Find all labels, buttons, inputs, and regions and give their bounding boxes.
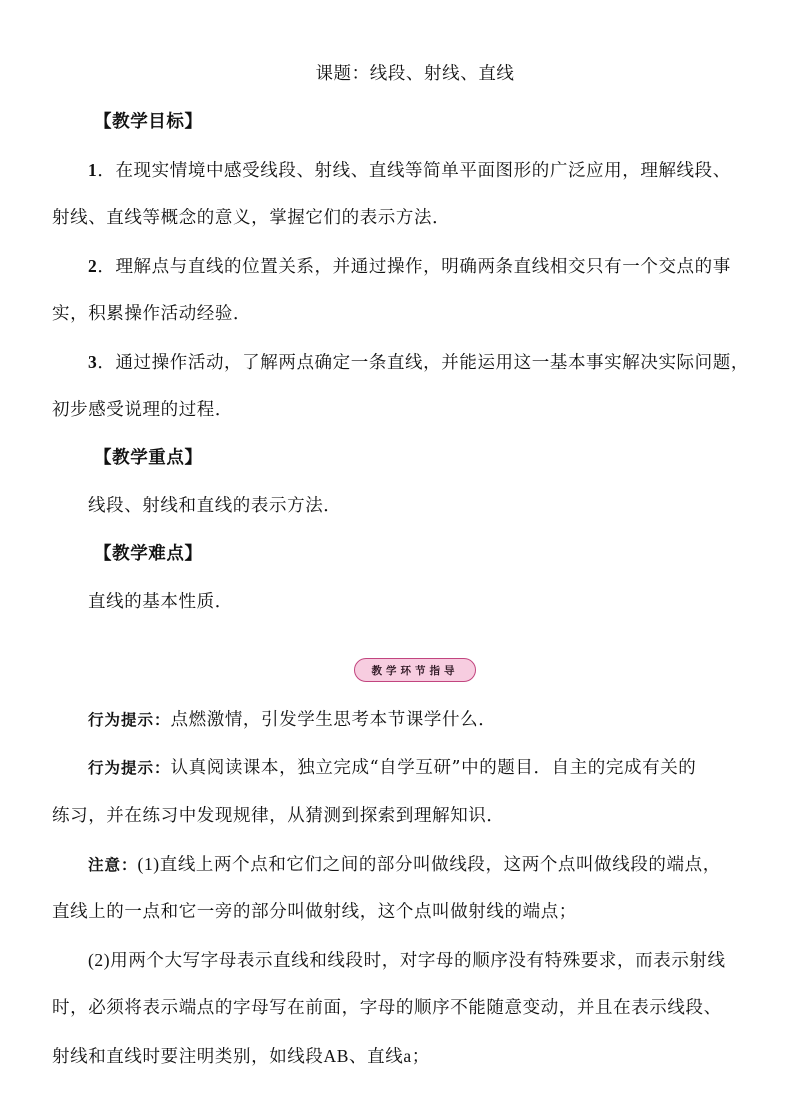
behavior-hint-text-1: 点燃激情，引发学生思考本节课学什么． xyxy=(170,710,497,730)
objective-1-line-1 xyxy=(88,158,731,183)
note-1-line-2: 直线上的一点和它一旁的部分叫做射线，这个点叫做射线的端点； xyxy=(52,902,577,922)
guide-paragraph-2-line-2: 练习，并在练习中发现规律，从猜测到探索到理解知识． xyxy=(52,806,505,826)
objective-1-number: 1 xyxy=(88,160,98,180)
behavior-hint-label-2: 行为提示： xyxy=(88,758,171,777)
objective-1-text-1: ．在现实情境中感受线段、射线、直线等简单平面图形的广泛应用，理解线段、 xyxy=(97,161,731,181)
note-2-number: (2) xyxy=(88,950,111,970)
note-2-text-1: 用两个大写字母表示直线和线段时，对字母的顺序没有特殊要求，而表示射线 xyxy=(110,951,726,971)
guide-paragraph-1 xyxy=(88,708,496,732)
note-2-line-2: 时，必须将表示端点的字母写在前面，字母的顺序不能随意变动，并且在表示线段、 xyxy=(52,998,722,1018)
teaching-guide-badge xyxy=(354,658,476,682)
key-points-heading: 【教学重点】 xyxy=(94,448,203,468)
guide-paragraph-2-line-1 xyxy=(88,756,696,780)
behavior-hint-text-2a: 认真阅读课本，独立完成“自学互研”中的题目．自主的完成有关的 xyxy=(170,758,697,778)
note-2-line-a: a xyxy=(403,1046,412,1066)
objective-3-number: 3 xyxy=(88,352,98,372)
key-points-text: 线段、射线和直线的表示方法． xyxy=(88,496,342,516)
note-2-text-3a: 射线和直线时要注明类别，如线段 xyxy=(52,1047,324,1067)
note-1-line-1 xyxy=(88,852,721,877)
objectives-heading: 【教学目标】 xyxy=(94,112,203,132)
objective-2-line-1 xyxy=(88,254,731,279)
note-2-text-3c: ； xyxy=(411,1047,430,1067)
note-2-line-1 xyxy=(88,948,726,973)
difficulties-text: 直线的基本性质． xyxy=(88,592,233,612)
note-1-number: (1) xyxy=(137,854,160,874)
difficulties-heading: 【教学难点】 xyxy=(94,544,203,564)
objective-1-line-2: 射线、直线等概念的意义，掌握它们的表示方法． xyxy=(52,208,451,228)
note-1-text-1: 直线上两个点和它们之间的部分叫做线段，这两个点叫做线段的端点， xyxy=(159,855,721,875)
objective-2-number: 2 xyxy=(88,256,98,276)
objective-3-line-1 xyxy=(88,350,749,375)
note-2-segment-ab: AB xyxy=(323,1046,350,1066)
objective-2-line-2: 实，积累操作活动经验． xyxy=(52,304,252,324)
objective-3-line-2: 初步感受说理的过程． xyxy=(52,400,233,420)
note-label: 注意： xyxy=(88,855,138,874)
objective-2-text-1: ．理解点与直线的位置关系，并通过操作，明确两条直线相交只有一个交点的事 xyxy=(97,257,731,277)
objective-3-text-1: ．通过操作活动，了解两点确定一条直线，并能运用这一基本事实解决实际问题， xyxy=(97,353,749,373)
page-title: 课题：线段、射线、直线 xyxy=(315,64,515,84)
behavior-hint-label-1: 行为提示： xyxy=(88,710,171,729)
note-2-line-3 xyxy=(52,1044,430,1069)
teaching-guide-badge-label: 教学环节指导 xyxy=(371,664,459,677)
note-2-text-3b: 、直线 xyxy=(349,1047,404,1067)
